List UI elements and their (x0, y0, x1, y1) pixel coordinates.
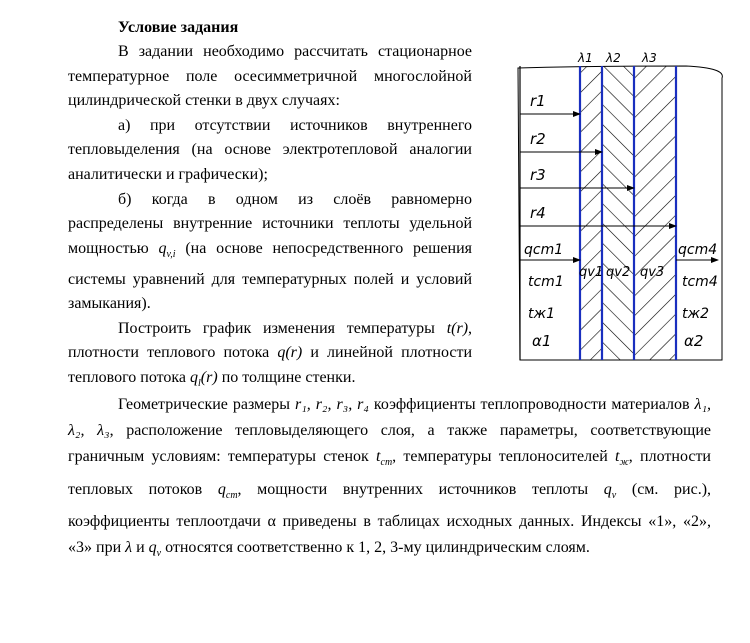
label-tcm1: tcm1 (528, 274, 564, 290)
page-title: Условие задания (118, 19, 239, 36)
formula-q-r: q(r) (277, 344, 303, 362)
formula-t-zh: $t_ж$ (615, 448, 629, 469)
formula-radii: r₁, r₂, r₃, r₄ (294, 396, 369, 413)
formula-qv-index: $q_v$ (148, 539, 162, 560)
formula-qv: $q_v$ (603, 480, 617, 501)
cylindrical-wall-sketch (486, 48, 726, 368)
case-b-text-tail: (на основе непосредственного решения системы уравнений для температурных полей и условий замыкания). (68, 239, 473, 313)
case-b-text: б) когда в одном из слоёв равномерно распределены внутренние источники теплоты удельной мощностью (68, 190, 472, 257)
parameters-text-block (68, 392, 711, 568)
label-lambda2: λ2 (606, 51, 621, 65)
label-lambda1: λ1 (578, 51, 593, 65)
label-tzh1: tж1 (528, 306, 556, 322)
layer-3 (634, 66, 676, 360)
formula-lambda: λ (125, 539, 133, 557)
layer-2 (602, 66, 634, 360)
label-r1: r1 (530, 92, 546, 110)
paragraph-intro: В задании необходимо рассчитать стационарное температурное поле осесимметричной многослойной цилиндрической стенки в двух случаях: (68, 43, 472, 110)
label-r2: r2 (530, 130, 546, 148)
label-lambda3: λ3 (642, 51, 657, 65)
label-qcm4: qcm4 (678, 242, 718, 258)
paragraph-plot: Построить график изменения температуры t(r), плотности теплового потока q(r) и линейной плотности теплового потока $q_l(r)$ по толщине стенки. (68, 319, 473, 390)
formula-lambdas: λ₁, λ₂, λ₃ (68, 396, 712, 440)
formula-ql-r: $q_l(r)$ (190, 368, 218, 390)
formula-qvi: $q_{v,i}$ (158, 239, 176, 260)
formula-t-r: t(r) (446, 319, 469, 337)
paragraph-case-b (68, 188, 472, 317)
label-r3: r3 (530, 166, 546, 184)
formula-t-st: $t_{ст}$ (376, 448, 393, 469)
paragraph-case-a: а) при отсутствии источников внутреннего тепловыделения (на основе электротепловой аналогии аналитически и графически); (68, 116, 472, 183)
label-qcm1: qcm1 (524, 242, 564, 258)
label-qv1: qv1 (579, 265, 604, 280)
layer-1 (580, 66, 602, 360)
label-tzh2: tж2 (682, 306, 710, 322)
label-r4: r4 (530, 204, 546, 222)
label-alpha1: α1 (532, 332, 552, 350)
label-qv2: qv2 (606, 265, 631, 280)
label-alpha2: α2 (684, 332, 704, 350)
label-qv3: qv3 (640, 265, 665, 280)
formula-q-st: $q_{ст}$ (217, 480, 238, 501)
paragraph-parameters: Геометрические размеры r₁, r₂, r₃, r₄ коэффициенты теплопроводности материалов λ₁, λ₂, λ₃, расположение тепловыделяющего слоя, а также параметры, соответствующие граничным условиям: температуры стенок $t_{ст}$, температуры теплоносителей $t_ж$, плотности тепловых потоков $q_{ст}$, мощности внутренних источников теплоты $q_v$ (см. рис.), коэффициенты теплоотдачи α приведены в таблицах исходных данных. Индексы «1», «2», «3» при λ и $q_v$ относятся соответственно к 1, 2, 3-му цилиндрическим слоям. (68, 396, 712, 560)
intro-text-block (68, 40, 472, 397)
label-tcm4: tcm4 (682, 274, 718, 290)
